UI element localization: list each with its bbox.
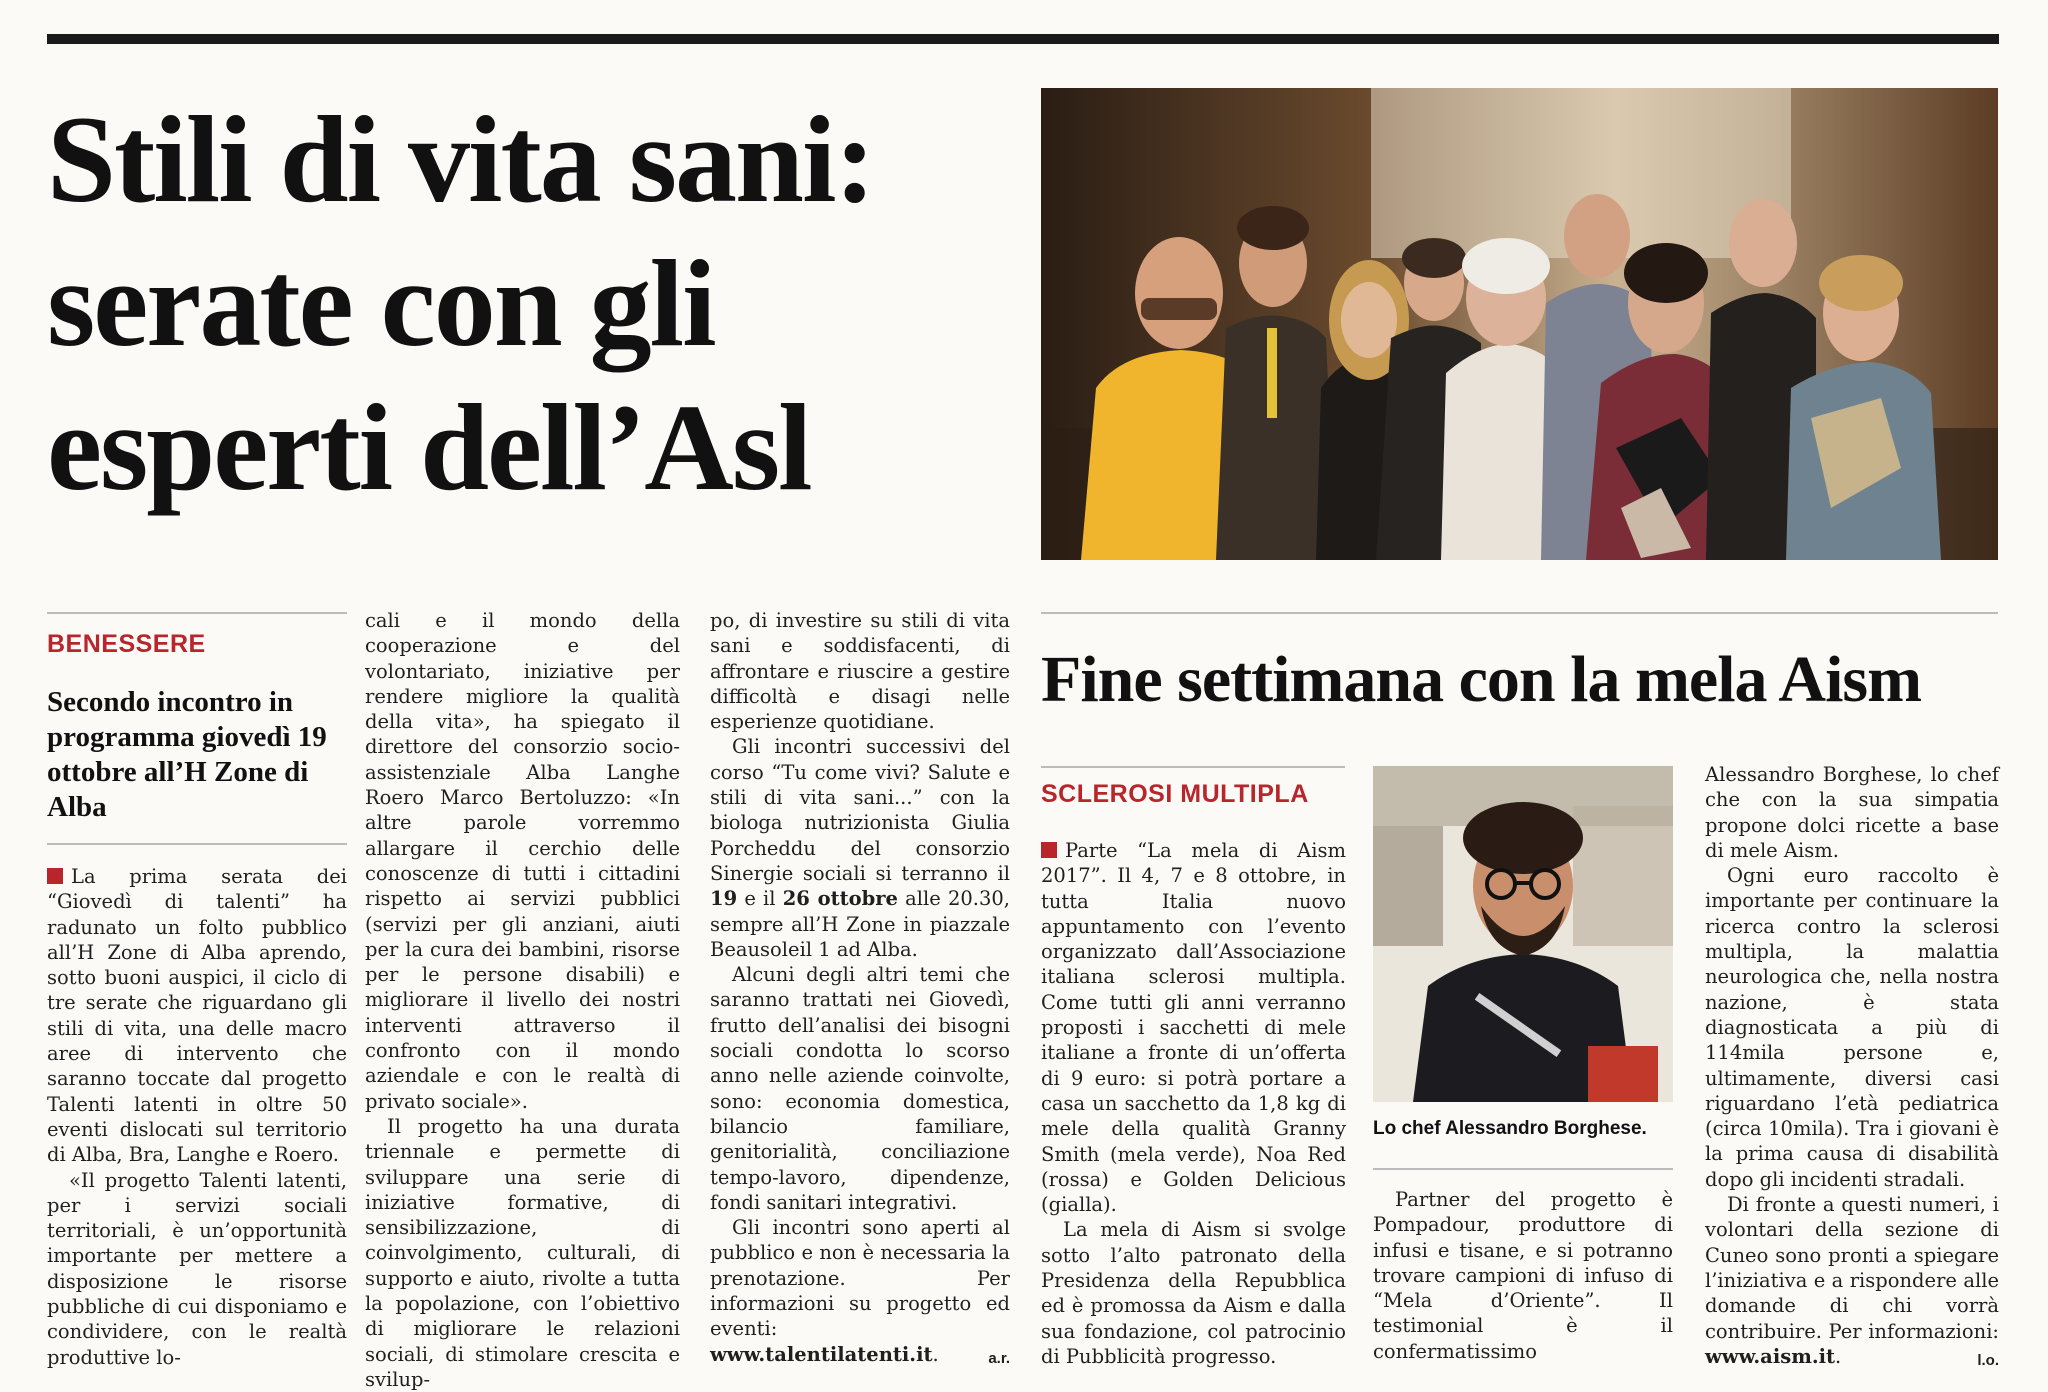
headline-line-2: serate con gli bbox=[47, 235, 715, 372]
link-suffix: . bbox=[1835, 1344, 1842, 1368]
caption-separator bbox=[1373, 1168, 1673, 1170]
article2-paragraph: Parte “La mela di Aism 2017”. Il 4, 7 e 8 ottobre, in tutta Italia nuovo appuntamento con l’evento organizzato dall’Associazione italiana sclerosi multipla. Come tutti gli anni verranno proposti i sacchetti di mele italiane a fronte di un’offerta di 9 euro: si potrà portare a casa un sacchetto da 1,8 kg di mele della qualità Granny Smith (mela verde), Noa Red (rossa) e Golden Delicious (gialla). bbox=[1041, 839, 1346, 1217]
subhead-separator bbox=[47, 843, 347, 845]
top-rule bbox=[47, 34, 1999, 44]
article1-subhead: Secondo incontro in programma giovedì 19 ottobre all’H Zone di Alba bbox=[47, 686, 327, 823]
chef-photo-caption: Lo chef Alessandro Borghese. bbox=[1373, 1118, 1647, 1139]
article2-column-2 bbox=[1373, 1187, 1673, 1363]
chef-photo bbox=[1373, 766, 1673, 1102]
article1-text: alle 20.30, sempre all’H Zone in piazzale Beausoleil 1 ad Alba. bbox=[710, 887, 1010, 961]
headline-line-1: Stili di vita sani: bbox=[47, 91, 874, 228]
author-signature: l.o. bbox=[1977, 1351, 1999, 1369]
chef-illustration bbox=[1373, 766, 1673, 1102]
article2-column-3 bbox=[1705, 762, 1999, 1369]
article1-column-3 bbox=[710, 608, 1010, 1367]
talenti-latenti-link[interactable]: www.talentilatenti.it bbox=[710, 1342, 933, 1366]
headline-line-3: esperti dell’Asl bbox=[47, 379, 811, 516]
article2-paragraph: Di fronte a questi numeri, i volontari della sezione di Cuneo sono pronti a spiegare l’iniziativa e a rispondere alle domande di chi vorrà contribuire. Per informazioni: bbox=[1705, 1193, 1999, 1343]
article2-paragraph: Alessandro Borghese, lo chef che con la sua simpatia propone dolci ricette a base di mele Aism. bbox=[1705, 763, 1999, 862]
section-label-benessere: BENESSERE bbox=[47, 630, 206, 658]
section2-separator bbox=[1041, 766, 1345, 768]
article2-headline: Fine settimana con la mela Aism bbox=[1041, 643, 1922, 716]
article2-paragraph: Partner del progetto è Pompadour, produttore di infusi e tisane, e si potranno trovare campioni di infuso di “Mela d’Oriente”. Il testimonial è il confermatissimo bbox=[1373, 1188, 1673, 1363]
red-square-icon bbox=[1041, 842, 1057, 858]
main-headline bbox=[47, 88, 1007, 520]
left-article-separator bbox=[47, 612, 347, 614]
article2-paragraph: La mela di Aism si svolge sotto l’alto patronato della Presidenza della Repubblica ed è promossa da Aism e dalla sua fondazione, col patrocinio di Pubblicità progresso. bbox=[1041, 1218, 1346, 1368]
article1-paragraph: La prima serata dei “Giovedì di talenti” ha radunato un folto pubblico all’H Zone di Alba aprendo, sotto buoni auspici, il ciclo di tre serate che riguardano gli stili di vita, una delle macro aree di intervento che saranno toccate dal progetto Talenti latenti in oltre 50 eventi dislocati sul territorio di Alba, Bra, Langhe e Roero. bbox=[47, 865, 347, 1167]
article1-paragraph: po, di investire su stili di vita sani e soddisfacenti, di affrontare e riuscire a gestire difficoltà e disagi nelle esperienze quotidiane. bbox=[710, 609, 1010, 734]
aism-link[interactable]: www.aism.it bbox=[1705, 1344, 1836, 1368]
link-suffix: . bbox=[932, 1342, 939, 1366]
article1-paragraph: Alcuni degli altri temi che saranno trattati nei Giovedì, frutto dell’analisi dei bisogni sociali condotta lo scorso anno nelle aziende coinvolte, sono: economia domestica, bilancio familiare, genitorialità, conciliazione tempo-lavoro, dipendenze, fondi sanitari integrativi. bbox=[710, 963, 1010, 1214]
date-highlight: 26 ottobre bbox=[782, 887, 898, 911]
article2-column-1 bbox=[1041, 838, 1346, 1368]
group-photo bbox=[1041, 88, 1998, 560]
date-highlight: 19 bbox=[710, 887, 738, 911]
article1-paragraph: cali e il mondo della cooperazione e del volontariato, iniziative per rendere migliore la qualità della vita», ha spiegato il direttore del consorzio socio-assistenziale Alba Langhe Roero Marco Bertoluzzo: «In altre parole vorremmo allargare il cerchio delle conoscenze di tutti i cittadini rispetto ai servizi pubblici (servizi per gli anziani, aiuti per la cura dei bambini, risorse per le persone disabili) e migliorare il livello dei nostri interventi attraverso il confronto con il mondo aziendale e con le realtà di privato sociale». bbox=[365, 609, 680, 1113]
section-label-sclerosi: SCLEROSI MULTIPLA bbox=[1041, 780, 1309, 808]
right-article-separator bbox=[1041, 612, 1998, 614]
article1-paragraph: «Il progetto Talenti latenti, per i servizi sociali territoriali, è un’opportunità importante per mettere a disposizione le risorse pubbliche di cui disponiamo e condividere, con le realtà produttive lo- bbox=[47, 1168, 347, 1369]
article1-paragraph: Gli incontri sono aperti al pubblico e non è necessaria la prenotazione. Per informazioni su progetto ed eventi: bbox=[710, 1216, 1010, 1341]
article1-paragraph: Il progetto ha una durata triennale e permette di sviluppare una serie di iniziative formative, di sensibilizzazione, di coinvolgimento, culturali, di supporto e aiuto, rivolte a tutta la popolazione, con l’obiettivo di migliorare le relazioni sociali, di stimolare crescita e svilup- bbox=[365, 1114, 680, 1391]
article1-text: e il bbox=[737, 887, 783, 911]
group-photo-illustration bbox=[1041, 88, 1998, 560]
article1-column-1 bbox=[47, 864, 347, 1369]
article1-column-2 bbox=[365, 608, 680, 1391]
article1-text: Gli incontri successivi del corso “Tu come vivi? Salute e stili di vita sani...” con la biologa nutrizionista Giulia Porcheddu del consorzio Sinergie sociali si terranno il bbox=[710, 735, 1010, 885]
author-signature: a.r. bbox=[988, 1349, 1010, 1367]
article2-paragraph: Ogni euro raccolto è importante per continuare la ricerca contro la sclerosi multipla, la malattia neurologica che, nella nostra nazione, è stata diagnosticata a più di 114mila persone e, ultimamente, diversi casi riguardano l’età pediatrica (circa 10mila). Tra i giovani è la prima causa di disabilità dopo gli incidenti stradali. bbox=[1705, 864, 1999, 1191]
red-square-icon bbox=[47, 868, 63, 884]
